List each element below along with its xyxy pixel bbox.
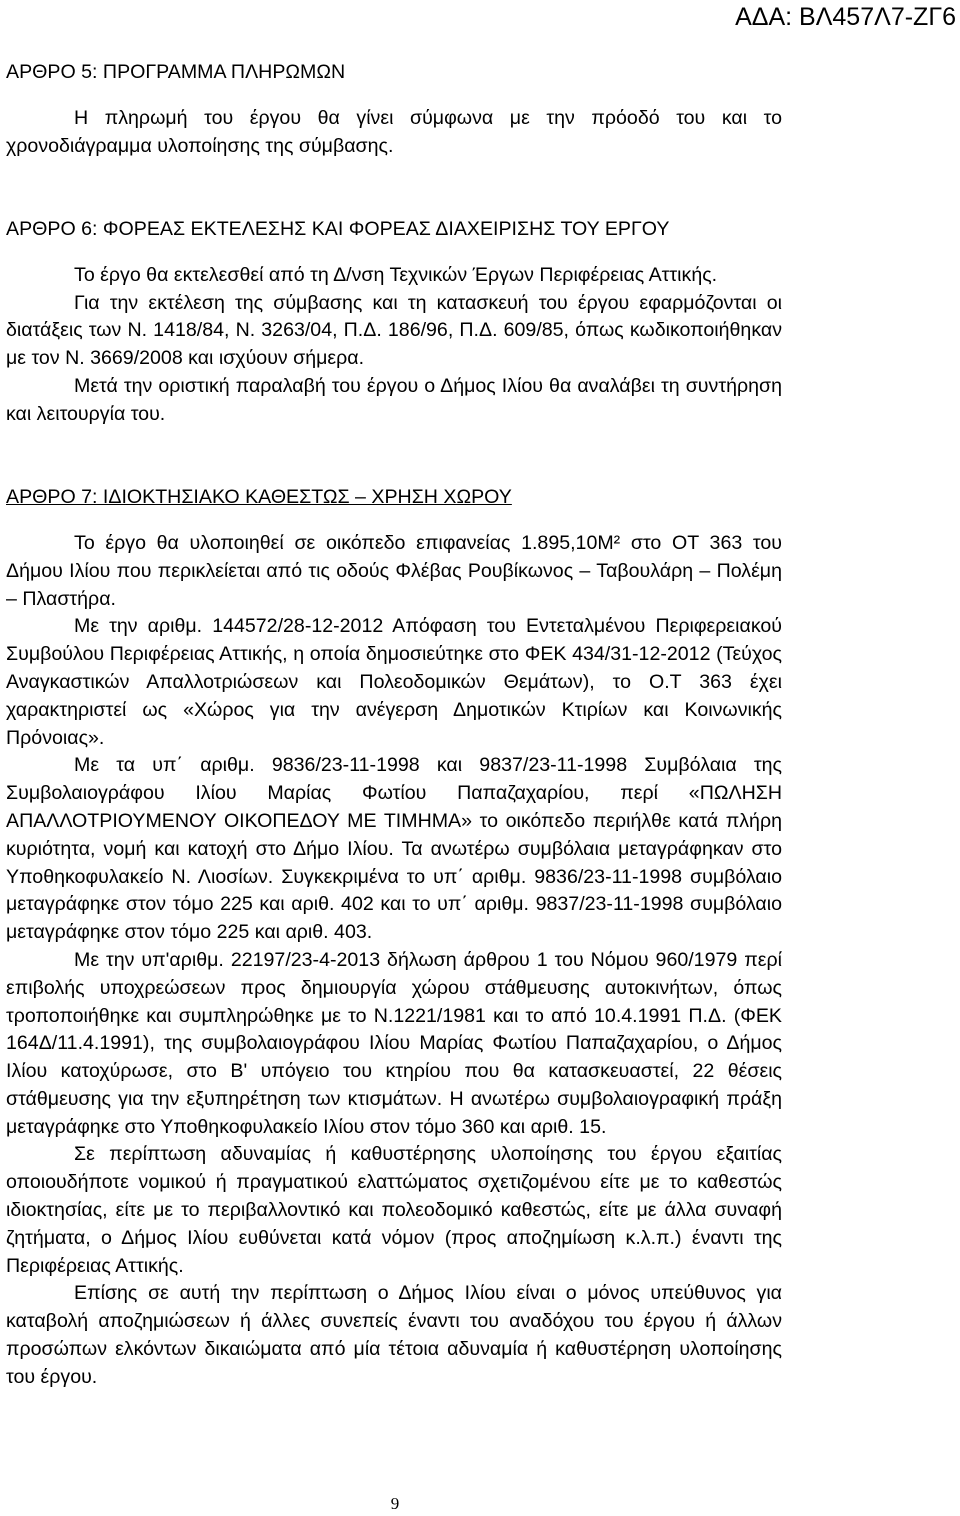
article-6-paragraph-1: Το έργο θα εκτελεσθεί από τη Δ/νση Τεχνικών Έργων Περιφέρειας Αττικής. bbox=[74, 263, 718, 286]
ada-code: ΑΔΑ: ΒΛ457Λ7-ΖΓ6 bbox=[735, 3, 956, 31]
spacer bbox=[6, 160, 782, 188]
article-7-paragraph-4: Με την υπ'αριθμ. 22197/23-4-2013 δήλωση άρθρου 1 του Νόμου 960/1979 περί επιβολής υποχρεώσεων προς δημιουργία χώρου στάθμευσης αυτοκινήτων, όπως τροποποιήθηκε και συμπληρώθηκε με το Ν.1221/1981 και το από 10.4.1991 Π.Δ. (ΦΕΚ 164Δ/11.4.1991), της συμβολαιογράφου Ιλίου Μαρίας Φωτίου Παπαζαχαρίου, ο Δήμος Ιλίου κατοχύρωσε, στο Β' υπόγειο του κτηρίου που θα κατασκευαστεί, 22 θέσεις στάθμευσης για την εξυπηρέτηση των κτισμάτων. Η ανωτέρω συμβολαιογραφική πράξη μεταγράφηκε στο Υποθηκοφυλακείο Ιλίου στον τόμο 360 και αριθ. 15. bbox=[6, 948, 782, 1138]
spacer bbox=[6, 188, 782, 216]
document-body bbox=[6, 59, 782, 1392]
article-6-paragraph-3: Μετά την οριστική παραλαβή του έργου ο Δήμος Ιλίου θα αναλάβει τη συντήρηση και λειτουργία του. bbox=[6, 374, 782, 425]
spacer bbox=[6, 512, 782, 530]
spacer bbox=[6, 87, 782, 105]
article-7-paragraph-3: Με τα υπ΄ αριθμ. 9836/23-11-1998 και 9837/23-11-1998 Συμβόλαια της Συμβολαιογράφου Ιλίου Μαρίας Φωτίου Παπαζαχαρίου, περί «ΠΩΛΗΣΗ ΑΠΑΛΛΟΤΡΙΟΥΜΕΝΟΥ ΟΙΚΟΠΕΔΟΥ ΜΕ ΤΙΜΗΜΑ» το οικόπεδο περιήλθε κατά πλήρη κυριότητα, νομή και κατοχή στο Δήμο Ιλίου. Τα ανωτέρω συμβόλαια μεταγράφηκαν στο Υποθηκοφυλακείο Ν. Λιοσίων. Συγκεκριμένα το υπ΄ αριθμ. 9836/23-11-1998 συμβόλαιο μεταγράφηκε στον τόμο 225 και αριθ. 402 και το υπ΄ αριθμ. 9837/23-11-1998 συμβόλαιο μεταγράφηκε στον τόμο 225 και αριθ. 403. bbox=[6, 754, 782, 944]
article-5-heading: ΑΡΘΡΟ 5: ΠΡΟΓΡΑΜΜΑ ΠΛΗΡΩΜΩΝ bbox=[6, 61, 346, 83]
article-7-paragraph-5: Σε περίπτωση αδυναμίας ή καθυστέρησης υλοποίησης του έργου εξαιτίας οποιουδήποτε νομικού ή πραγματικού ελαττώματος σχετιζομένου είτε με το καθεστώς ιδιοκτησίας, είτε με το περιβαλλοντικό και πολεοδομικό καθεστώς, είτε με άλλα συναφή ζητήματα, ο Δήμος Ιλίου ευθύνεται κατά νόμον (προς αποζημίωση κ.λ.π.) έναντι της Περιφέρειας Αττικής. bbox=[6, 1143, 782, 1277]
article-7-paragraph-2: Με την αριθμ. 144572/28-12-2012 Απόφαση του Εντεταλμένου Περιφερειακού Συμβούλου Περιφέρειας Αττικής, η οποία δημοσιεύτηκε στο ΦΕΚ 434/31-12-2012 (Τεύχος Αναγκαστικών Απαλλοτριώσεων και Πολεοδομικών Θεμάτων), το Ο.Τ 363 έχει χαρακτηριστεί ως «Χώρος για την ανέγερση Δημοτικών Κτιρίων και Κοινωνικής Πρόνοιας». bbox=[6, 615, 782, 749]
spacer bbox=[6, 429, 782, 457]
article-6-heading: ΑΡΘΡΟ 6: ΦΟΡΕΑΣ ΕΚΤΕΛΕΣΗΣ ΚΑΙ ΦΟΡΕΑΣ ΔΙΑΧΕΙΡΙΣΗΣ ΤΟΥ ΕΡΓΟΥ bbox=[6, 217, 670, 240]
article-7-heading: ΑΡΘΡΟ 7: ΙΔΙΟΚΤΗΣΙΑΚΟ ΚΑΘΕΣΤΩΣ – ΧΡΗΣΗ ΧΩΡΟΥ bbox=[6, 486, 512, 509]
article-5-paragraph-1: Η πληρωμή του έργου θα γίνει σύμφωνα με την πρόοδό του και το χρονοδιάγραμμα υλοποίησης της σύμβασης. bbox=[6, 106, 782, 157]
article-7-paragraph-1: Το έργο θα υλοποιηθεί σε οικόπεδο επιφανείας 1.895,10Μ² στο ΟΤ 363 του Δήμου Ιλίου που περικλείεται από τις οδούς Φλέβας Ρουβίκωνος – Ταβουλάρη – Πολέμη – Πλαστήρα. bbox=[6, 531, 782, 610]
spacer bbox=[6, 456, 782, 484]
page-number: 9 bbox=[390, 1494, 400, 1513]
article-7-paragraph-6: Επίσης σε αυτή την περίπτωση ο Δήμος Ιλίου είναι ο μόνος υπεύθυνος για καταβολή αποζημιώσεων ή άλλες συνεπείς έναντι του αναδόχου του έργου ή άλλων προσώπων ελκόντων δικαιώματα από μία τέτοια αδυναμία ή καθυστέρηση υλοποίησης του έργου. bbox=[6, 1282, 782, 1388]
article-6-paragraph-2: Για την εκτέλεση της σύμβασης και τη κατασκευή του έργου εφαρμόζονται οι διατάξεις των Ν. 1418/84, Ν. 3263/04, Π.Δ. 186/96, Π.Δ. 609/85, όπως κωδικοποιήθηκαν με τον Ν. 3669/2008 και ισχύουν σήμερα. bbox=[6, 291, 782, 370]
spacer bbox=[6, 244, 782, 262]
